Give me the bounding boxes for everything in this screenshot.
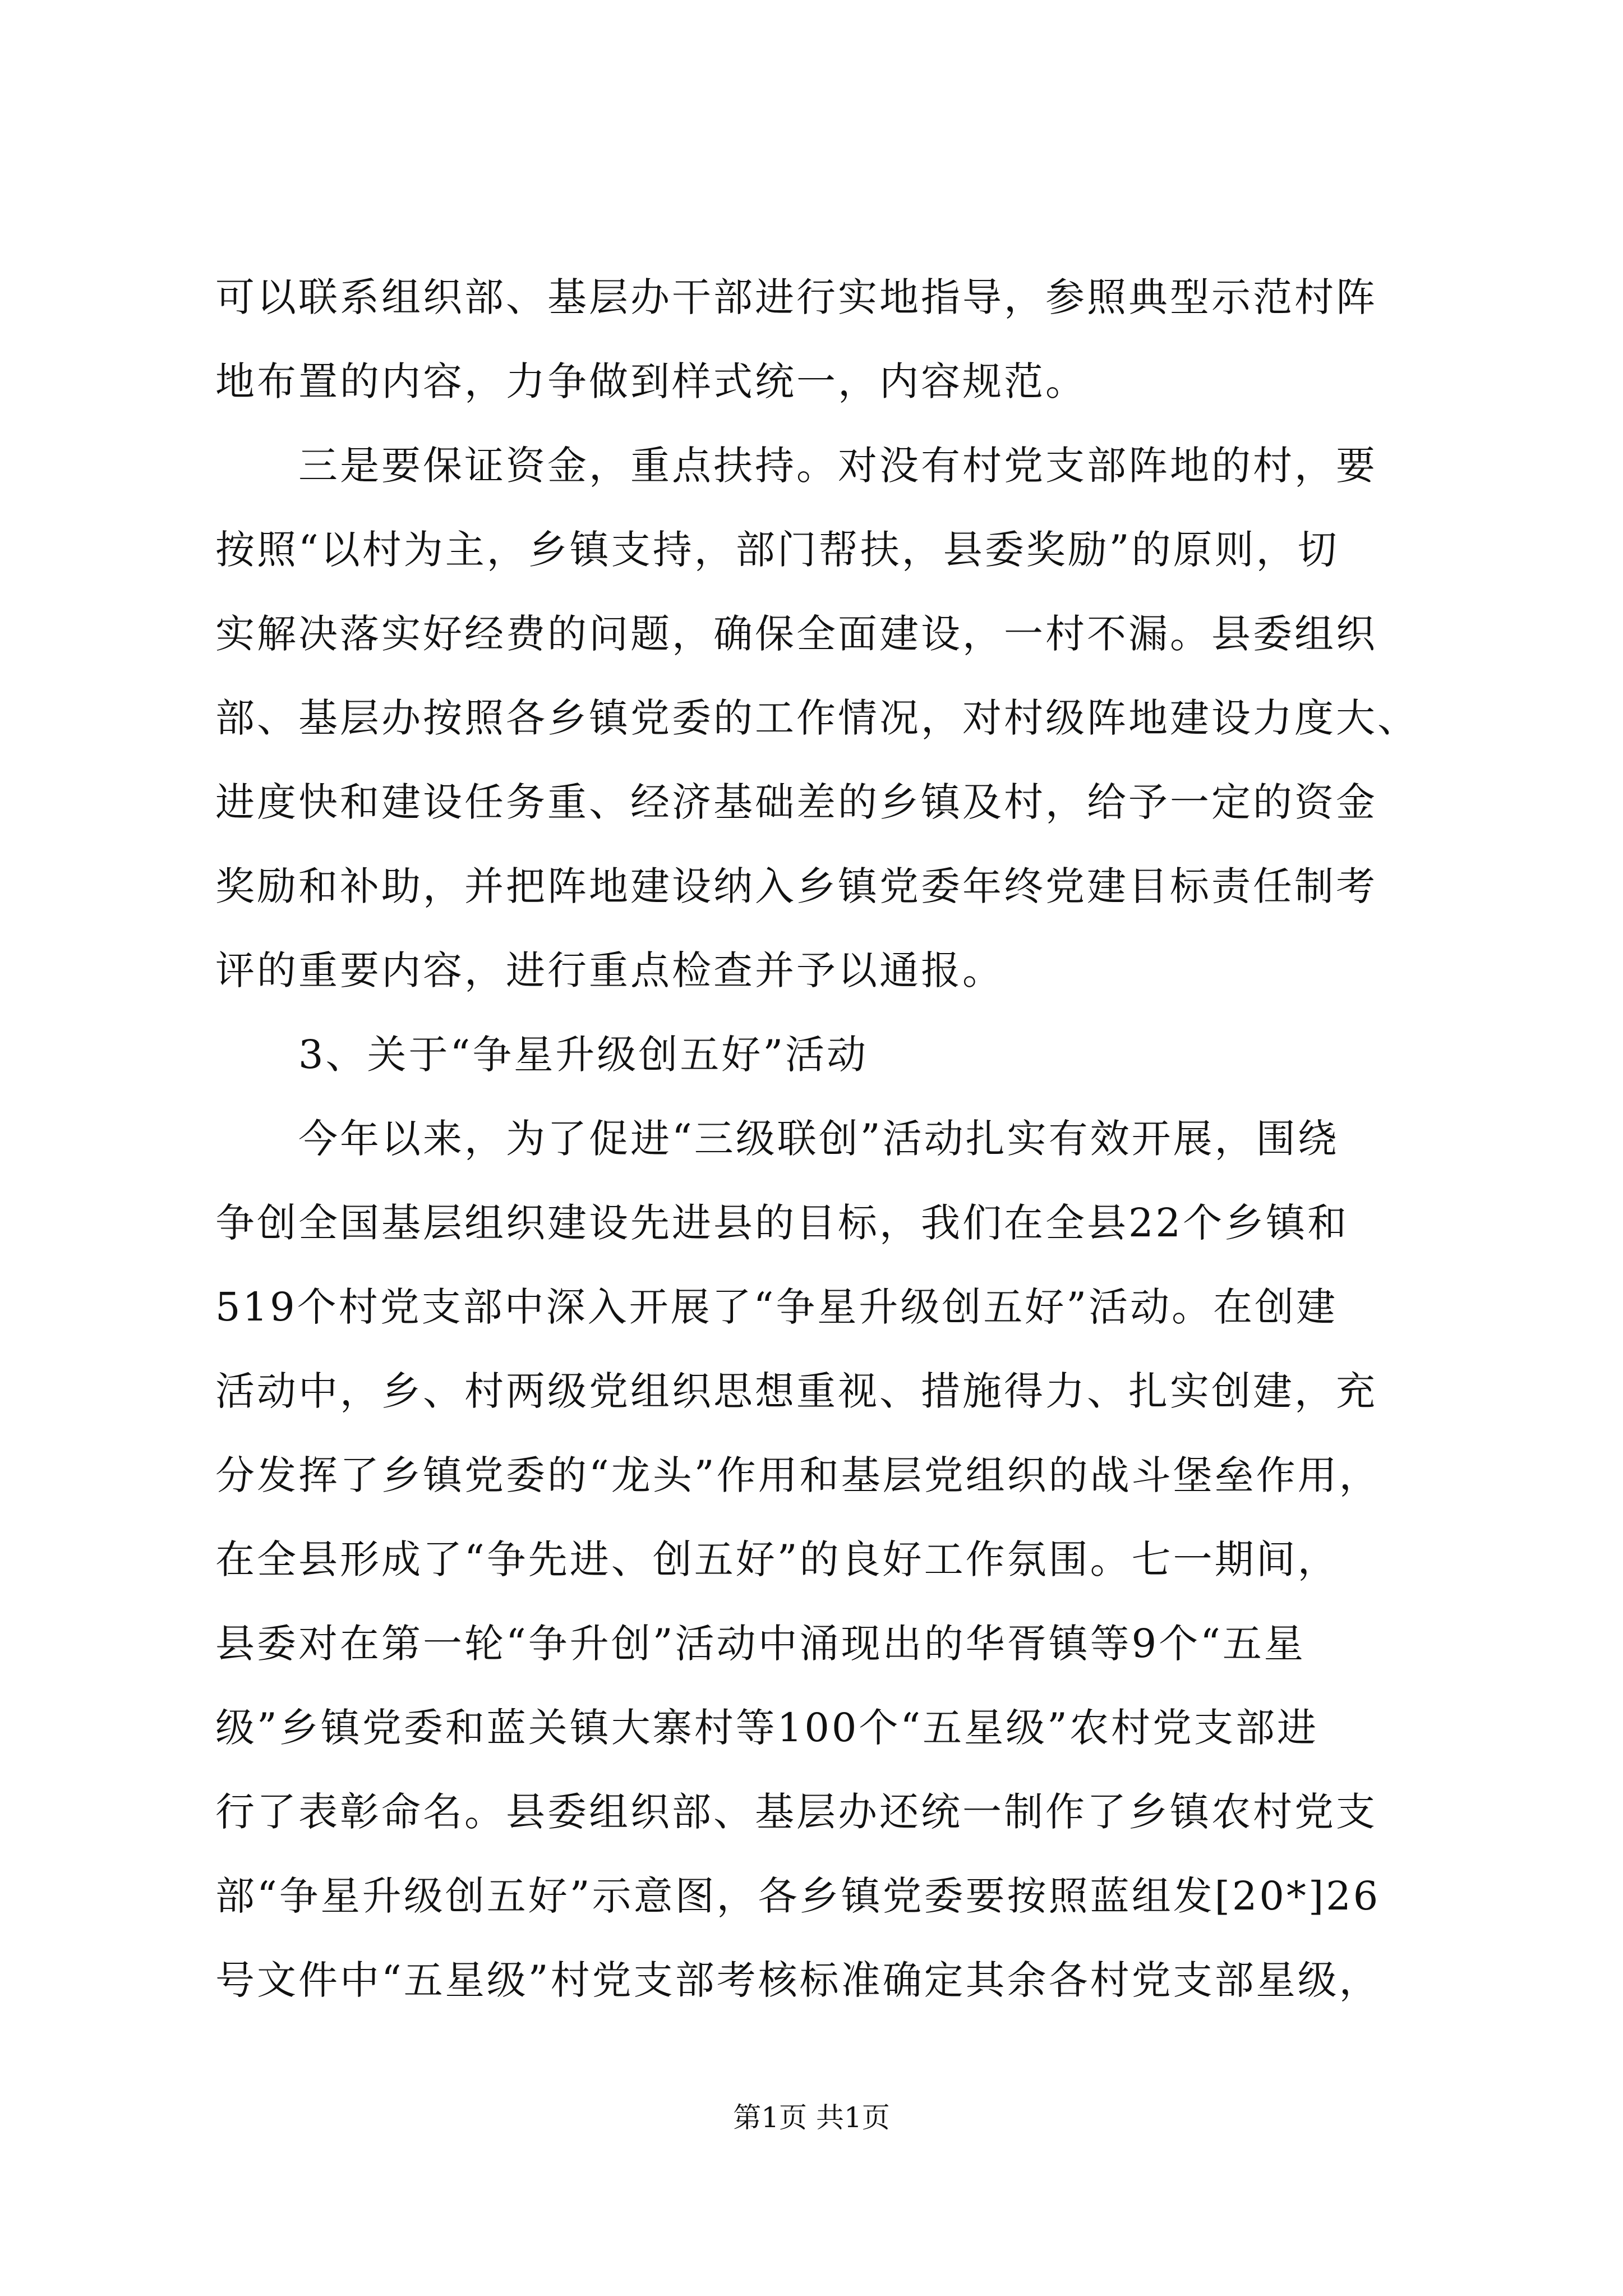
text-line: 级”乡镇党委和蓝关镇大寨村等100个“五星级”农村党支部进: [215, 1705, 1318, 1751]
text-line: 分发挥了乡镇党委的“龙头”作用和基层党组织的战斗堡垒作用，: [215, 1452, 1381, 1498]
text-line: 进度快和建设任务重、经济基础差的乡镇及村，给予一定的资金: [215, 779, 1377, 825]
text-line: 三是要保证资金，重点扶持。对没有村党支部阵地的村，要: [215, 443, 1377, 489]
text-line: 评的重要内容，进行重点检查并予以通报。: [215, 947, 1004, 993]
page-footer: 第1页 共1页: [733, 2101, 890, 2134]
text-line: 在全县形成了“争先进、创五好”的良好工作氛围。七一期间，: [215, 1536, 1339, 1582]
text-line: 奖励和补助，并把阵地建设纳入乡镇党委年终党建目标责任制考: [215, 863, 1377, 909]
text-line: 地布置的内容，力争做到样式统一，内容规范。: [215, 358, 1087, 404]
text-line: 部、基层办按照各乡镇党委的工作情况，对村级阵地建设力度大、: [215, 695, 1419, 741]
text-line: 今年以来，为了促进“三级联创”活动扎实有效开展，围绕: [215, 1116, 1339, 1162]
text-line: 可以联系组织部、基层办干部进行实地指导，参照典型示范村阵: [215, 274, 1377, 320]
text-line: 号文件中“五星级”村党支部考核标准确定其余各村党支部星级，: [215, 1957, 1381, 2003]
text-line: 部“争星升级创五好”示意图，各乡镇党委要按照蓝组发[20*]26: [215, 1873, 1381, 1919]
text-line: 活动中，乡、村两级党组织思想重视、措施得力、扎实创建，充: [215, 1368, 1377, 1414]
body-text: [215, 255, 1469, 2022]
text-line: 按照“以村为主，乡镇支持，部门帮扶，县委奖励”的原则，切: [215, 527, 1339, 573]
text-line: 争创全国基层组织建设先进县的目标，我们在全县22个乡镇和: [215, 1200, 1349, 1246]
section-heading: 3、关于“争星升级创五好”活动: [215, 1032, 869, 1078]
text-line: 实解决落实好经费的问题，确保全面建设，一村不漏。县委组织: [215, 611, 1377, 657]
text-line: 519个村党支部中深入开展了“争星升级创五好”活动。在创建: [215, 1284, 1338, 1330]
text-line: 县委对在第一轮“争升创”活动中涌现出的华胥镇等9个“五星: [215, 1621, 1306, 1667]
text-line: 行了表彰命名。县委组织部、基层办还统一制作了乡镇农村党支: [215, 1789, 1377, 1835]
